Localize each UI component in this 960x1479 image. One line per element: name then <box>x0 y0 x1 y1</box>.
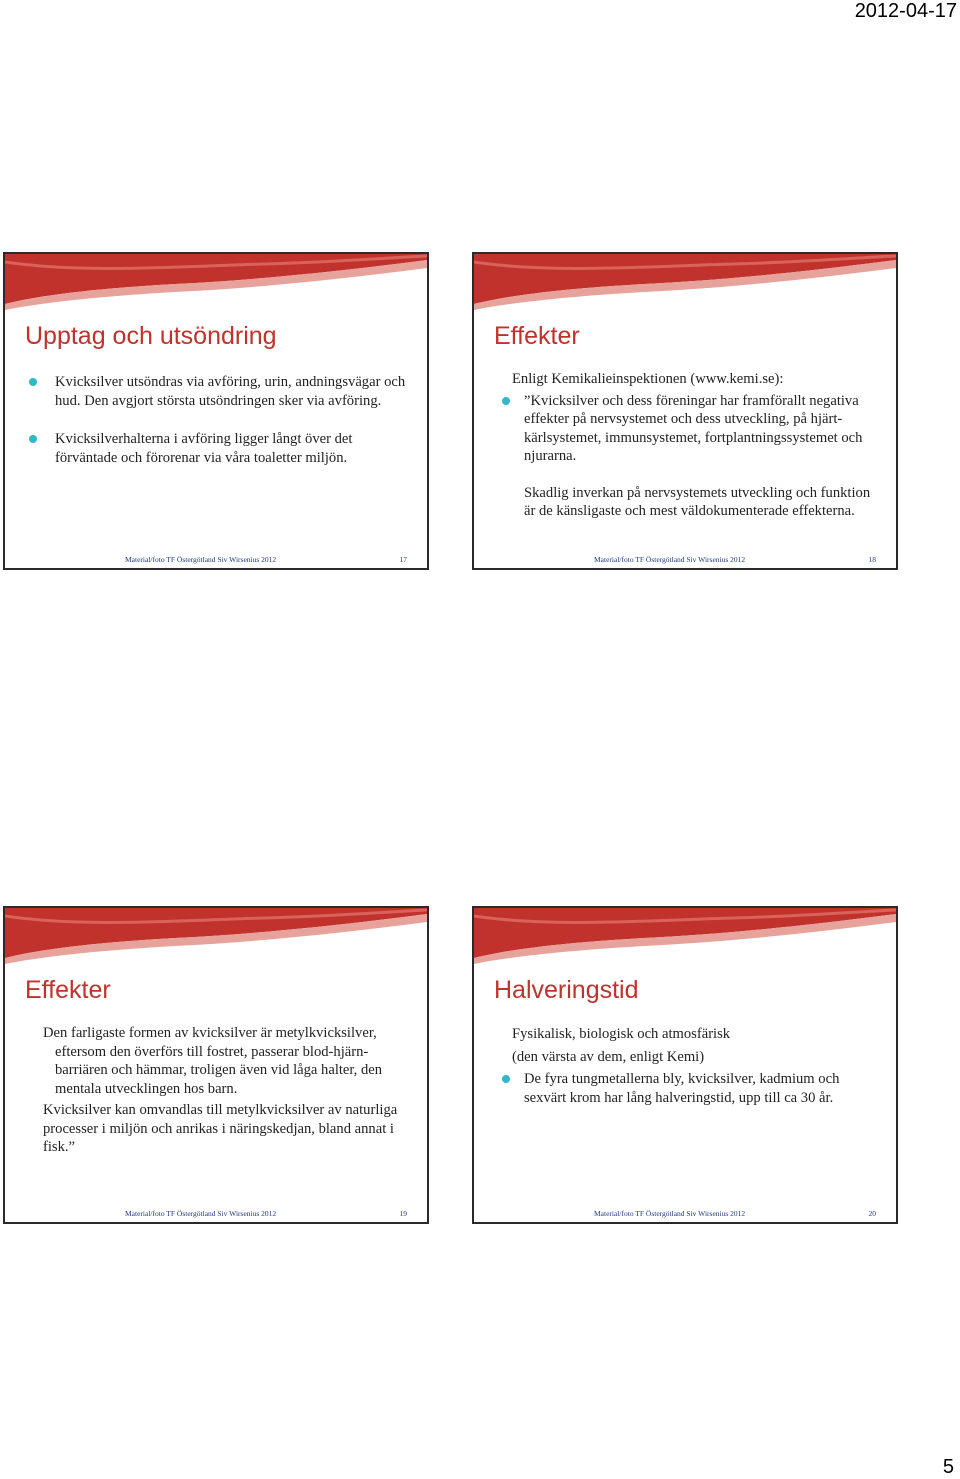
slide-banner <box>5 908 427 968</box>
paragraph: Den farligaste formen av kvicksilver är metylkvicksilver, eftersom den överförs till fostret, passerar blod-hjärn-barriären och hämmar, troligen även vid låga halter, den mentala utvecklingen hos barn. <box>43 1025 383 1097</box>
slide-17 <box>3 252 429 570</box>
slide-footer <box>474 1206 896 1218</box>
slide-title: Effekter <box>494 322 580 350</box>
slide-banner <box>474 254 896 314</box>
page-date: 2012-04-17 <box>854 0 957 22</box>
slide-number: 20 <box>868 1209 876 1218</box>
paragraph: Kvicksilver kan omvandlas till metylkvicksilver av naturliga processer i miljön och anrikas i näringskedjan, bland annat i fisk.” <box>43 1102 398 1155</box>
bullet-item: ”Kvicksilver och dess föreningar har framförallt negativa effekter på nervsystemet och dess utveckling, på hjärt-kärlsystemet, immunsystemet, fortplantningssystemet och njurarna. <box>498 392 876 466</box>
page-number: 5 <box>942 1456 954 1478</box>
footer-credit: Material/foto TF Östergötland Siv Wirsenius 2012 <box>125 1209 277 1218</box>
slide-title: Effekter <box>25 976 111 1004</box>
slide-number: 18 <box>868 555 876 564</box>
slide-19 <box>3 906 429 1224</box>
paragraph: Fysikalisk, biologisk och atmosfärisk <box>512 1026 731 1042</box>
slide-title: Upptag och utsöndring <box>25 322 277 350</box>
paragraph: Skadlig inverkan på nervsystemets utveckling och funktion är de känsligaste och mest väldokumenterade effekterna. <box>524 484 871 519</box>
slide-footer <box>474 552 896 564</box>
intro-text: Enligt Kemikalieinspektionen (www.kemi.se): <box>512 371 784 387</box>
slide-footer <box>5 1206 427 1218</box>
slide-title: Halveringstid <box>494 976 639 1004</box>
bullet-item: Kvicksilverhalterna i avföring ligger långt över det förväntade och förorenar via våra toaletter miljön. <box>25 430 407 467</box>
slide-number: 19 <box>399 1209 407 1218</box>
footer-credit: Material/foto TF Östergötland Siv Wirsenius 2012 <box>594 1209 746 1218</box>
footer-credit: Material/foto TF Östergötland Siv Wirsenius 2012 <box>594 555 746 564</box>
slide-number: 17 <box>399 555 407 564</box>
slide-20 <box>472 906 898 1224</box>
slide-banner <box>474 908 896 968</box>
slide-footer <box>5 552 427 564</box>
footer-credit: Material/foto TF Östergötland Siv Wirsenius 2012 <box>125 555 277 564</box>
paragraph: (den värsta av dem, enligt Kemi) <box>512 1048 705 1065</box>
bullet-item: Kvicksilver utsöndras via avföring, urin, andningsvägar och hud. Den avgjort största utsöndringen sker via avföring. <box>25 373 407 410</box>
slide-banner <box>5 254 427 314</box>
bullet-item: De fyra tungmetallerna bly, kvicksilver, kadmium och sexvärt krom har lång halveringstid, upp till ca 30 år. <box>498 1070 876 1107</box>
slide-18 <box>472 252 898 570</box>
